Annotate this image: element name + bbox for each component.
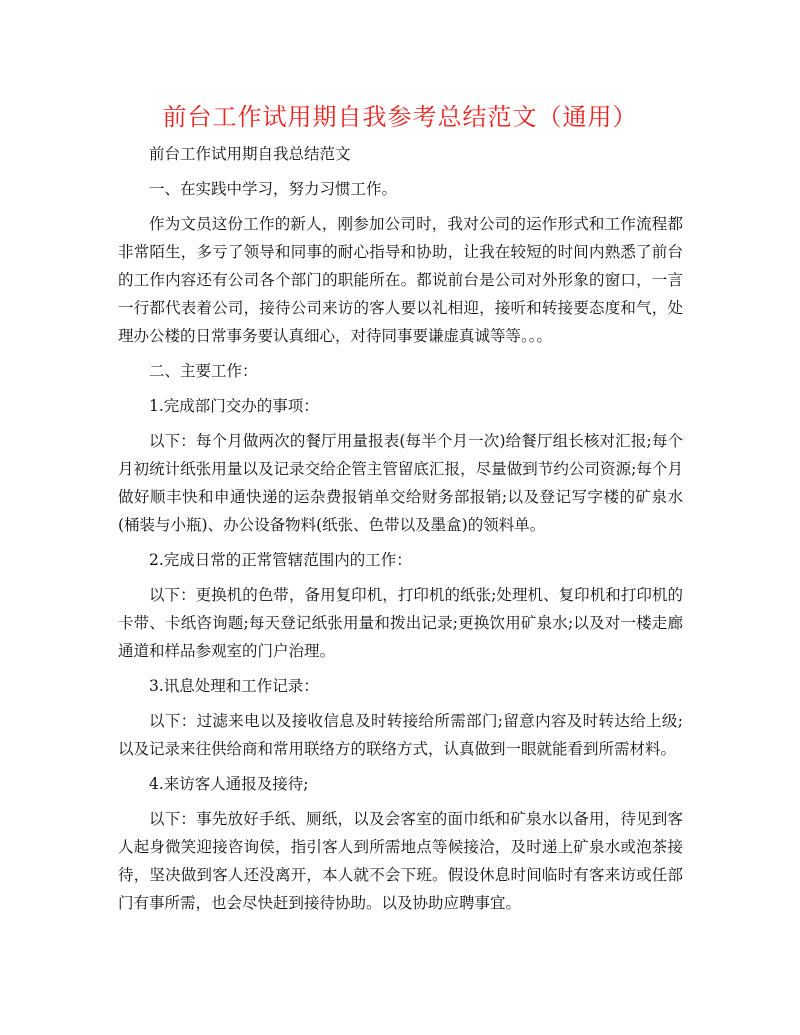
item-heading-2: 2.完成日常的正常管辖范围内的工作： [149,551,412,569]
paragraph: 作为文员这份工作的新人，刚参加公司时，我对公司的运作形式和工作流程都非常陌生，多亏了领导和同事的耐心指导和协助，让我在较短的时间内熟悉了前台的工作内容还有公司各个部门的职能所在。都说前台是公司对外形象的窗口，一言一行都代表着公司，接待公司来访的客人要以礼相迎，接听和转接要态度和气，处理办公楼的日常事务要认真细心，对待同事要谦虚真诚等等。。。 [118,215,683,345]
document-body [118,140,683,924]
paragraph-subtitle: 前台工作试用期自我总结范文 [149,145,351,163]
item-heading-1: 1.完成部门交办的事项： [149,397,319,415]
item-heading-4: 4.来访客人通报及接待; [149,775,309,793]
paragraph: 以下：更换机的色带，备用复印机，打印机的纸张;处理机、复印机和打印机的卡带、卡纸咨询题;每天登记纸张用量和拨出记录;更换饮用矿泉水;以及对一楼走廊通道和样品参观室的门户治理。 [118,586,683,660]
section-heading-2: 二、主要工作： [149,362,258,380]
paragraph: 以下：过滤来电以及接收信息及时转接给所需部门;留意内容及时转达给上级;以及记录来往供给商和常用联络方的联络方式，认真做到一眼就能看到所需材料。 [118,712,683,758]
section-heading-1: 一、在实践中学习，努力习惯工作。 [149,180,398,198]
paragraph: 以下：每个月做两次的餐厅用量报表(每半个月一次)给餐厅组长核对汇报;每个月初统计纸张用量以及记录交给企管主管留底汇报，尽量做到节约公司资源;每个月做好顺丰快和申通快递的运杂费报销单交给财务部报销;以及登记写字楼的矿泉水(桶装与小瓶)、办公设备物料(纸张、色带以及墨盒)的领料单。 [118,432,683,534]
item-heading-3: 3.讯息处理和工作记录： [149,677,319,695]
document-title: 前台工作试用期自我参考总结范文（通用） [162,103,638,131]
paragraph: 以下：事先放好手纸、厕纸，以及会客室的面巾纸和矿泉水以备用，待见到客人起身微笑迎接咨询侯，指引客人到所需地点等候接洽，及时递上矿泉水或泡茶接待，坚决做到客人还没离开，本人就不会下班。假设休息时间临时有客来访或任部门有事所需，也会尽快赶到接待协助。以及协助应聘事宜。 [118,810,683,912]
